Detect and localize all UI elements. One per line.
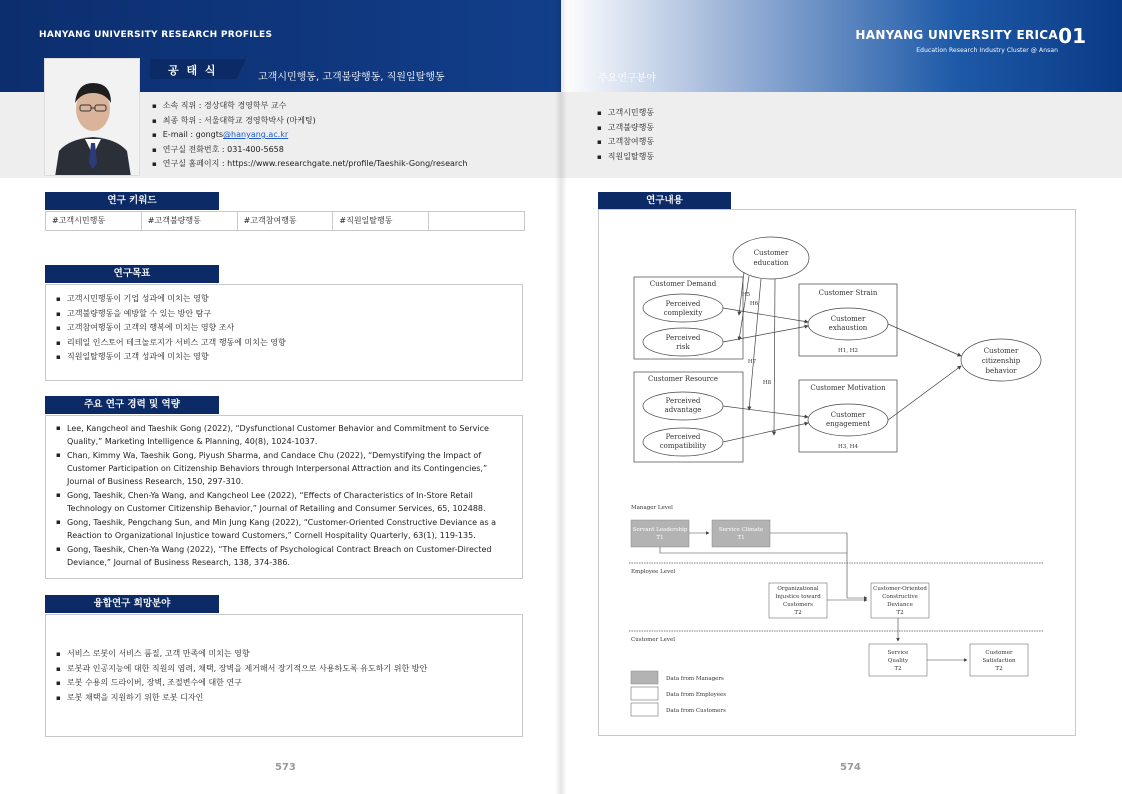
brand-block (855, 28, 1058, 54)
node-label: Quality (887, 658, 909, 664)
node-label: Organizational (777, 586, 819, 592)
node-label: Perceived (665, 300, 701, 308)
legend-label: Data from Managers (666, 676, 724, 682)
research-model-diagram (598, 209, 1076, 736)
keywords-header: 연구 키워드 (45, 192, 219, 210)
service-climate-node (712, 520, 770, 547)
publication-item: ▪ Gong, Taeshik, Chen-Ya Wang, and Kangcheol Lee (2022), “Effects of Characteristics of In-Store Retail Technology on Customer Citizenship Behavior,” Journal of Retailing and Consumer Services, 65, 102488. (56, 489, 514, 515)
keyword-cell: #고객불량행동 (142, 212, 238, 230)
customer-level-label: Customer Level (631, 637, 675, 643)
node-label: exhaustion (828, 324, 868, 332)
goal-item: ▪ 고객참여행동이 고객의 행복에 미치는 영향 조사 (56, 321, 286, 336)
legend-swatch-managers (631, 671, 658, 684)
info-affiliation: ▪ 소속 직위 : 경상대학 경영학부 교수 (152, 99, 467, 114)
box-title: Customer Strain (818, 289, 878, 297)
node-label: Service (887, 650, 909, 656)
h7-label: H7 (747, 359, 757, 365)
servant-leadership-node (631, 520, 689, 547)
h5-label: H5 (741, 292, 751, 298)
career-list (56, 422, 514, 570)
node-label: T2 (894, 666, 902, 672)
node-label: T2 (896, 610, 904, 616)
goal-item: ▪ 리테일 인스토어 테크놀로지가 서비스 고객 행동에 미치는 영향 (56, 336, 286, 351)
node-label: Customer-Oriented (873, 586, 927, 592)
employee-level-label: Employee Level (631, 569, 676, 575)
research-area-item: ▪ 직원일탈행동 (597, 150, 654, 165)
profile-photo (44, 58, 140, 176)
node-label: Customer (830, 411, 866, 419)
box-title: Customer Demand (649, 280, 717, 288)
node-label: Satisfaction (982, 658, 1016, 664)
manager-level-label: Manager Level (631, 505, 673, 511)
box-title: Customer Motivation (810, 384, 886, 392)
node-label: behavior (985, 367, 1017, 375)
convergence-list (56, 647, 427, 705)
research-area-item: ▪ 고객참여행동 (597, 135, 654, 150)
professor-name: 공 태 식 (168, 64, 218, 77)
career-header: 주요 연구 경력 및 역량 (45, 396, 219, 414)
hypothesis-label: H1, H2 (837, 348, 859, 354)
node-label: Customer (753, 249, 789, 257)
legend-label: Data from Customers (666, 708, 726, 714)
node-label: T1 (737, 535, 745, 541)
node-label: Customer (983, 347, 1019, 355)
node-label: Customer (985, 650, 1013, 656)
convergence-header: 융합연구 희망분야 (45, 595, 219, 613)
node-label: engagement (825, 420, 871, 428)
publication-item: ▪ Gong, Taeshik, Chen-Ya Wang (2022), “The Effects of Psychological Contract Breach on Customer-Directed Deviance,” Journal of Business Research, 138, 374-386. (56, 543, 514, 569)
node-label: compatibility (659, 442, 707, 450)
perceived-complexity-node (643, 294, 723, 322)
publication-item: ▪ Lee, Kangcheol and Taeshik Gong (2022), “Dysfunctional Customer Behavior and Commitment to Service Quality,” Marketing Intelligence & Planning, 40(8), 1024-1037. (56, 422, 514, 448)
node-label: advantage (664, 406, 702, 414)
convergence-item: ▪ 로봇과 인공지능에 대한 직원의 염려, 채택, 장벽을 제거해서 장기적으로 사용하도록 유도하기 위한 방안 (56, 662, 427, 677)
legend-swatch-customers (631, 703, 658, 716)
h8-label: H8 (762, 380, 772, 386)
keyword-cell: #고객시민행동 (46, 212, 142, 230)
research-content-header: 연구내용 (598, 192, 731, 210)
page-number-right: 574 (840, 762, 861, 773)
goal-item: ▪ 직원일탈행동이 고객 성과에 미치는 영향 (56, 350, 286, 365)
research-area-item: ▪ 고객불량행동 (597, 121, 654, 136)
node-label: Perceived (665, 397, 701, 405)
h6-label: H6 (749, 301, 759, 307)
brand-subtitle: Education Research Industry Cluster @ Ansan (916, 47, 1058, 54)
series-title: HANYANG UNIVERSITY RESEARCH PROFILES (39, 30, 273, 40)
node-label: Injustice toward (775, 594, 821, 600)
keywords-table (45, 211, 525, 231)
node-label: Perceived (665, 334, 701, 342)
research-area-item: ▪ 고객시민행동 (597, 106, 654, 121)
email-prefix: E-mail : gongts (162, 130, 224, 139)
convergence-item: ▪ 로봇 수용의 드라이버, 장벽, 조절변수에 대한 연구 (56, 676, 427, 691)
perceived-risk-node (643, 328, 723, 356)
page-number-left: 573 (275, 762, 296, 773)
box-title: Customer Resource (648, 375, 718, 383)
goals-header: 연구목표 (45, 265, 219, 283)
goal-item: ▪ 고객시민행동이 기업 성과에 미치는 영향 (56, 292, 286, 307)
node-label: T1 (656, 535, 664, 541)
keyword-cell: #고객참여행동 (238, 212, 334, 230)
node-label: Customer (830, 315, 866, 323)
research-areas-list (597, 106, 654, 164)
profile-info-list (152, 99, 467, 172)
node-label: Deviance (887, 602, 913, 608)
node-label: education (753, 259, 789, 267)
goals-list (56, 292, 286, 365)
research-areas-title: 주요연구분야 (598, 73, 656, 84)
publication-item: ▪ Chan, Kimmy Wa, Taeshik Gong, Piyush Sharma, and Candace Chu (2022), “Demystifying the Impact of Customer Participation on Citizenship Behaviors through Interpersonal Attraction and its Contingencies,” Journal of Business Research, 150, 297-310. (56, 449, 514, 488)
node-label: Constructive (882, 594, 918, 600)
convergence-item: ▪ 로봇 채택을 지원하기 위한 로봇 디자인 (56, 691, 427, 706)
info-email (152, 128, 467, 143)
brand-number: 01 (1058, 24, 1086, 48)
node-label: risk (676, 343, 690, 351)
goal-item: ▪ 고객불량행동을 예방할 수 있는 방안 탐구 (56, 307, 286, 322)
legend-label: Data from Employees (666, 692, 727, 698)
node-label: citizenship (981, 357, 1021, 365)
node-label: Customers (782, 602, 814, 608)
info-homepage: ▪ 연구실 홈페이지 : https://www.researchgate.net/profile/Taeshik-Gong/research (152, 157, 467, 172)
customer-education-node (733, 237, 809, 279)
node-label: Perceived (665, 433, 701, 441)
info-phone: ▪ 연구실 전화번호 : 031-400-5658 (152, 143, 467, 158)
node-label: complexity (663, 309, 703, 317)
profile-topic-title: 고객시민행동, 고객불량행동, 직원일탈행동 (258, 72, 445, 83)
email-link[interactable]: @hanyang.ac.kr (223, 130, 289, 139)
keyword-cell (429, 212, 524, 230)
keyword-cell: #직원일탈행동 (333, 212, 429, 230)
node-label: T2 (794, 610, 802, 616)
legend-swatch-employees (631, 687, 658, 700)
publication-item: ▪ Gong, Taeshik, Pengchang Sun, and Min Jung Kang (2022), “Customer-Oriented Constructive Deviance as a Reaction to Organizational Injustice toward Customers,” Cornell Hospitality Quarterly, 63(1), 119-135. (56, 516, 514, 542)
node-label: T2 (995, 666, 1003, 672)
node-label: Servant Leadership (632, 527, 688, 533)
book-spine-shadow (555, 0, 567, 794)
convergence-item: ▪ 서비스 로봇이 서비스 품질, 고객 만족에 미치는 영향 (56, 647, 427, 662)
info-degree: ▪ 최종 학위 : 서울대학교 경영학박사 (마케팅) (152, 114, 467, 129)
hypothesis-label: H3, H4 (837, 444, 859, 450)
node-label: Service Climate (718, 527, 764, 533)
brand-title: HANYANG UNIVERSITY ERICA (855, 28, 1058, 42)
